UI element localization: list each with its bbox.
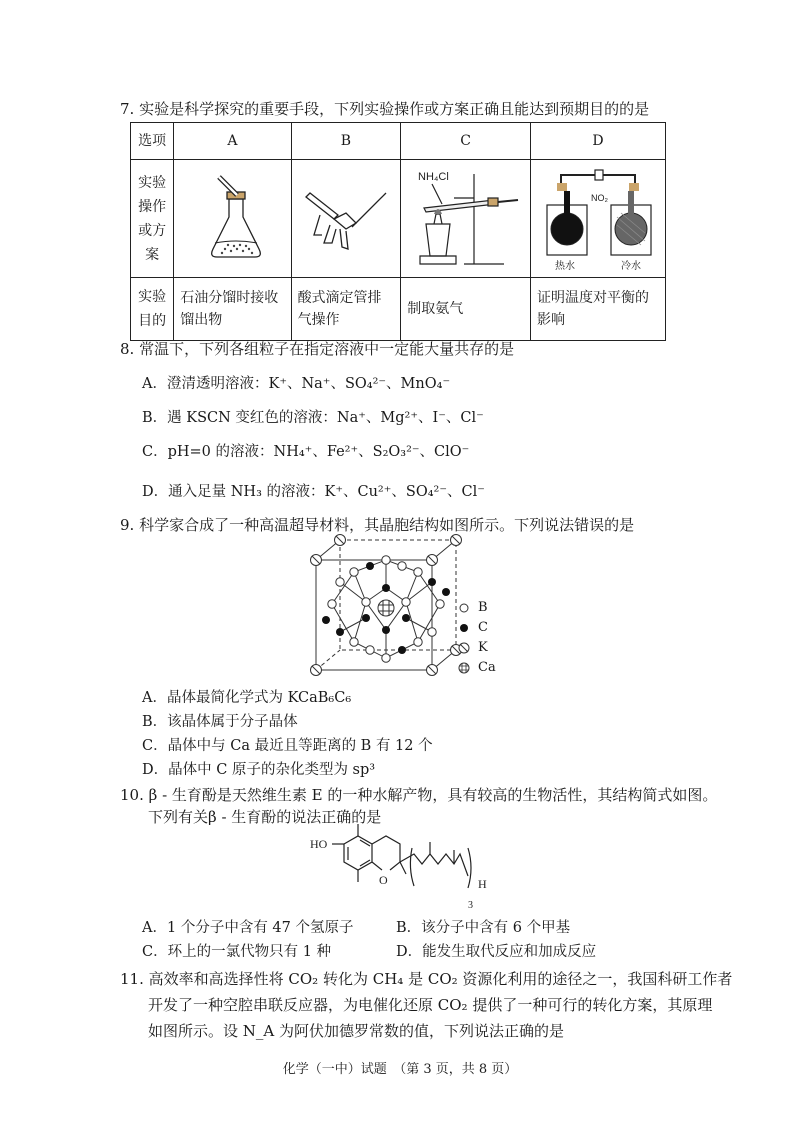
apparatus-a [174, 160, 291, 278]
q10-stem-line2: 下列有关β - 生育酚的说法正确的是 [148, 808, 382, 826]
option-ions: NH₄⁺、Fe²⁺、S₂O₃²⁻、ClO⁻ [273, 444, 470, 460]
option-text: 该晶体属于分子晶体 [167, 714, 298, 730]
option-text: 晶体中 C 原子的杂化类型为 sp³ [168, 762, 376, 778]
q11-line1 [120, 968, 732, 989]
q9-option-d [142, 758, 375, 779]
q10-option-b [396, 916, 570, 937]
h-label: H [478, 877, 487, 891]
legend-symbols [458, 602, 470, 682]
q7-purpose-row [131, 278, 666, 341]
q7-header-row [131, 123, 666, 160]
q8-option-a [142, 372, 450, 393]
tocopherol-structure-figure [308, 820, 504, 912]
q8-number: 8. [120, 340, 135, 358]
option-condition: 遇 KSCN 变红色的溶液： [167, 410, 337, 426]
option-letter: B． [396, 920, 422, 936]
burette-figure [294, 169, 398, 269]
option-letter: A． [142, 376, 167, 392]
legend-labels [478, 598, 496, 678]
ammonia-apparatus-figure [404, 164, 528, 274]
purpose-d: 证明温度对平衡的影响 [531, 278, 666, 341]
row1-label-line: 案 [145, 246, 160, 263]
ho-label: HO [310, 837, 328, 851]
q7-col-d: D [531, 123, 666, 160]
nh4cl-label: NH₄Cl [417, 170, 449, 183]
q9-legend [458, 598, 496, 678]
option-ions: K⁺、Na⁺、SO₄²⁻、MnO₄⁻ [268, 376, 451, 392]
q7-col-a: A [174, 123, 291, 160]
q7-apparatus-row [131, 160, 666, 278]
q8-option-b [142, 406, 484, 427]
option-letter: D． [142, 762, 169, 778]
q7-row2-label [131, 278, 174, 341]
purpose-b: 酸式滴定管排气操作 [291, 278, 401, 341]
q11-line3: 如图所示。设 N_A 为阿伏加德罗常数的值，下列说法正确的是 [148, 1022, 564, 1040]
row2-label-line: 目的 [138, 313, 167, 329]
option-letter: C． [142, 738, 168, 754]
option-letter: B． [142, 714, 168, 730]
q7-row1-label [131, 160, 174, 278]
purpose-a: 石油分馏时接收馏出物 [174, 278, 291, 341]
q10-stem-line1 [120, 784, 717, 805]
option-ions: Na⁺、Mg²⁺、I⁻、Cl⁻ [336, 410, 484, 426]
q9-option-b [142, 710, 298, 731]
option-letter: A． [142, 690, 167, 706]
q8-text: 常温下，下列各组粒子在指定溶液中一定能大量共存的是 [139, 340, 515, 358]
no2-label: NO₂ [591, 192, 608, 203]
q8-stem [120, 338, 514, 359]
q9-number: 9. [120, 516, 135, 534]
q8-option-d [142, 480, 485, 501]
q10-text-1: β - 生育酚是天然维生素 E 的一种水解产物，具有较高的生物活性，其结构简式如图。 [148, 786, 718, 804]
cold-water-label: 冷水 [621, 260, 641, 272]
q7-number: 7. [120, 100, 135, 118]
q11-number: 11. [120, 970, 144, 988]
q11-text-1: 高效率和高选择性将 CO₂ 转化为 CH₄ 是 CO₂ 资源化利用的途径之一，我国科研工作者 [148, 970, 733, 988]
legend-ca: Ca [478, 660, 496, 675]
option-letter: C． [142, 944, 168, 960]
q9-option-a [142, 686, 351, 707]
option-text: 环上的一氯代物只有 1 种 [167, 944, 332, 960]
apparatus-d [531, 160, 666, 278]
option-letter: D． [396, 944, 423, 960]
repeat-n-label: 3 [468, 900, 473, 911]
option-letter: D． [142, 484, 169, 500]
apparatus-c [401, 160, 531, 278]
no2-equilibrium-figure [531, 163, 665, 275]
row2-label-line: 实验 [138, 289, 167, 305]
q9-text: 科学家合成了一种高温超导材料，其晶胞结构如图所示。下列说法错误的是 [139, 516, 635, 534]
q10-option-c [142, 940, 331, 961]
legend-b: B [478, 600, 488, 615]
q7-stem [120, 98, 649, 119]
q7-header-label: 选项 [131, 123, 174, 160]
option-condition: 澄清透明溶液： [166, 376, 269, 392]
purpose-c: 制取氨气 [401, 278, 531, 341]
option-condition: 通入足量 NH₃ 的溶液： [168, 484, 325, 500]
option-text: 晶体最简化学式为 KCaB₆C₆ [166, 690, 352, 706]
q9-option-c [142, 734, 433, 755]
option-letter: C． [142, 444, 168, 460]
q8-option-c [142, 440, 469, 461]
q7-table [130, 122, 666, 341]
page-footer: 化学（一中）试题 （第 3 页，共 8 页） [282, 1062, 518, 1077]
q7-col-c: C [401, 123, 531, 160]
distillation-flask-figure [177, 165, 287, 273]
legend-k: K [478, 640, 488, 655]
q10-number: 10. [120, 786, 144, 804]
q7-text: 实验是科学探究的重要手段，下列实验操作或方案正确且能达到预期目的的是 [139, 100, 650, 118]
row1-label-line: 或方 [138, 222, 167, 239]
legend-c: C [478, 620, 488, 635]
option-text: 1 个分子中含有 47 个氢原子 [166, 920, 354, 936]
calcium-atom [378, 600, 394, 616]
q10-option-d [396, 940, 596, 961]
option-letter: A． [142, 920, 167, 936]
option-text: 晶体中与 Ca 最近且等距离的 B 有 12 个 [167, 738, 433, 754]
option-text: 能发生取代反应和加成反应 [422, 944, 597, 960]
option-ions: K⁺、Cu²⁺、SO₄²⁻、Cl⁻ [324, 484, 485, 500]
hot-water-label: 热水 [555, 260, 575, 272]
q10-option-a [142, 916, 354, 937]
apparatus-b [291, 160, 401, 278]
ring-o-label: O [379, 873, 388, 887]
row1-label-line: 操作 [138, 198, 167, 215]
option-condition: pH=0 的溶液： [167, 444, 274, 460]
row1-label-line: 实验 [138, 174, 167, 191]
q11-line2: 开发了一种空腔串联反应器，为电催化还原 CO₂ 提供了一种可行的转化方案，其原理 [148, 996, 713, 1014]
option-text: 该分子中含有 6 个甲基 [421, 920, 571, 936]
option-letter: B． [142, 410, 168, 426]
q7-col-b: B [291, 123, 401, 160]
